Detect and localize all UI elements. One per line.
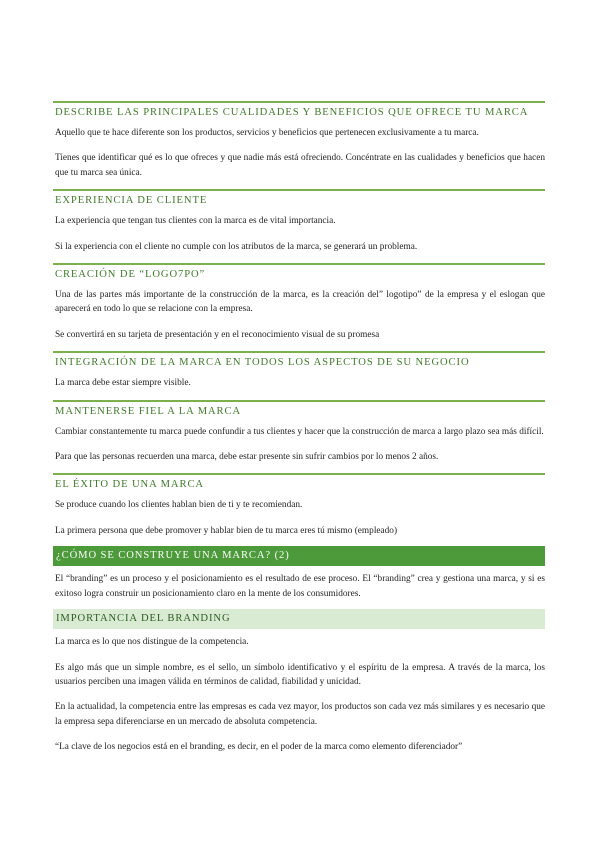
section-title: MANTENERSE FIEL A LA MARCA [53,400,545,419]
paragraph: La marca es lo que nos distingue de la competencia. [55,637,249,648]
section-title: EL ÉXITO DE UNA MARCA [53,473,545,492]
section-logotipo [53,263,545,342]
section-cualidades [53,101,545,180]
section-construccion [53,546,545,601]
paragraph: Es algo más que un simple nombre, es el sello, un símbolo identificativo y el espíritu de la empresa. A través de la marca, los usuarios perciben una imagen válida en términos de calidad, fiabilidad y unicidad. [55,662,545,687]
paragraph: Una de las partes más importante de la construcción de la marca, es la creación del” logotipo” de la empresa y el eslogan que aparecerá en todo lo que se relacione con la empresa. [55,290,545,315]
paragraph: La primera persona que debe promover y hablar bien de tu marca eres tú mismo (empleado) [55,525,398,536]
paragraph: Para que las personas recuerden una marca, debe estar presente sin sufrir cambios por lo menos 2 años. [55,452,439,463]
section-title: DESCRIBE LAS PRINCIPALES CUALIDADES Y BENEFICIOS QUE OFRECE TU MARCA [53,101,545,120]
section-experiencia [53,189,545,254]
paragraph: Cambiar constantemente tu marca puede confundir a tus clientes y hacer que la construcción de marca a largo plazo sea más difícil. [55,426,544,437]
subband-title: IMPORTANCIA DEL BRANDING [53,609,545,629]
paragraph: La marca debe estar siempre visible. [55,378,191,389]
page-content [53,101,545,755]
paragraph: En la actualidad, la competencia entre las empresas es cada vez mayor, los productos son cada vez más similares y es necesario que la empresa sepa diferenciarse en un mercado de absoluta competencia. [55,702,545,727]
paragraph: La experiencia que tengan tus clientes con la marca es de vital importancia. [55,216,336,227]
paragraph: Aquello que te hace diferente son los productos, servicios y beneficios que pertenecen exclusivamente a tu marca. [55,128,479,138]
paragraph: “La clave de los negocios está en el branding, es decir, en el poder de la marca como elemento diferenciador” [55,742,463,753]
paragraph: Se convertirá en su tarjeta de presentación y en el reconocimiento visual de su promesa [55,329,380,340]
section-title: EXPERIENCIA DE CLIENTE [53,189,545,208]
section-title: CREACIÓN DE “LOGO7PO” [53,263,545,282]
section-fiel [53,400,545,465]
paragraph: Si la experiencia con el cliente no cumple con los atributos de la marca, se generará un problema. [55,241,418,252]
paragraph: El “branding” es un proceso y el posicionamiento es el resultado de ese proceso. El “branding” crea y gestiona una marca, y si es exitoso logra construir un posicionamiento claro en la mente de los consumidores. [55,574,545,599]
section-exito [53,473,545,538]
band-title: ¿CÓMO SE CONSTRUYE UNA MARCA? (2) [53,546,545,566]
paragraph: Se produce cuando los clientes hablan bien de ti y te recomiendan. [55,500,303,511]
section-importancia [53,609,545,754]
section-title: INTEGRACIÓN DE LA MARCA EN TODOS LOS ASPECTOS DE SU NEGOCIO [53,351,545,370]
section-integracion [53,351,545,390]
paragraph: Tienes que identificar qué es lo que ofreces y que nadie más está ofreciendo. Concéntrate en las cualidades y beneficios que hacen que tu marca sea única. [55,153,545,178]
